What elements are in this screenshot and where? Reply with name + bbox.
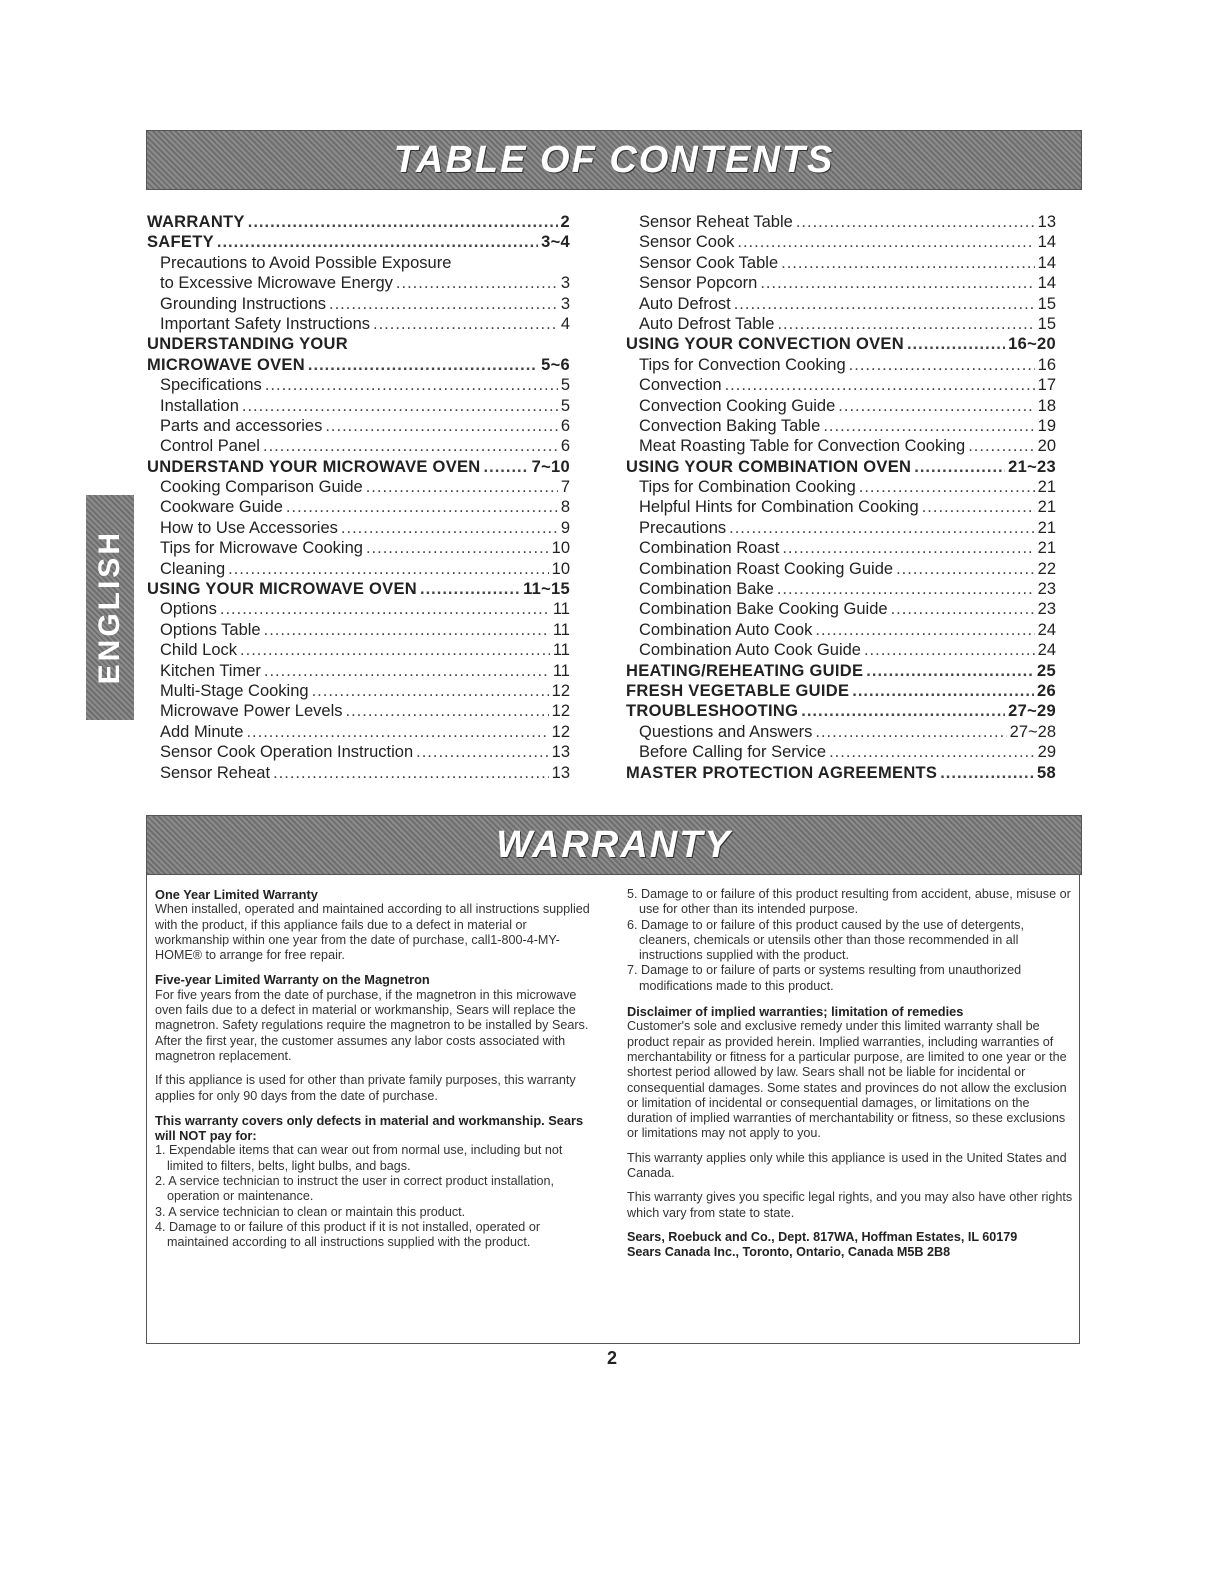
toc-entry-title: SAFETY — [147, 233, 214, 252]
toc-entry-title: Combination Auto Cook Guide — [639, 641, 861, 660]
toc-leader-dots — [264, 620, 550, 640]
toc-entry-title: Important Safety Instructions — [160, 314, 371, 333]
five-year-heading: Five-year Limited Warranty on the Magnetron — [155, 972, 430, 988]
toc-entry-page: 15 — [1037, 294, 1056, 313]
toc-entry — [147, 477, 570, 497]
toc-leader-dots — [815, 722, 1006, 742]
toc-entry — [147, 334, 570, 354]
toc-left-column — [147, 212, 570, 783]
toc-entry — [147, 661, 570, 681]
toc-entry-title: Multi-Stage Cooking — [160, 681, 309, 700]
toc-entry-page: 26 — [1037, 681, 1056, 700]
toc-entry — [626, 701, 1056, 721]
warranty-left-column — [155, 887, 600, 1251]
toc-leader-dots — [263, 436, 558, 456]
warranty-heading: WARRANTY — [496, 823, 732, 866]
toc-entry-page: 3 — [560, 274, 570, 293]
toc-entry-title: Convection Cooking Guide — [639, 396, 836, 415]
toc-entry-page: 4 — [560, 314, 570, 333]
exclusion-item: 6. Damage to or failure of this product caused by the use of detergents, cleaners, chemicals or utensils other than those recommended in all instructions supplied with the product. — [627, 917, 1024, 963]
toc-entry-title: Parts and accessories — [160, 416, 323, 435]
toc-entry — [147, 579, 570, 599]
toc-entry-page: 2 — [560, 213, 570, 231]
toc-entry-page: 18 — [1037, 396, 1056, 415]
toc-entry-title: TROUBLESHOOTING — [626, 702, 799, 721]
toc-entry-page: 8 — [560, 498, 570, 517]
toc-leader-dots — [796, 212, 1035, 232]
toc-leader-dots — [777, 314, 1034, 334]
disclaimer-text: Customer's sole and exclusive remedy under this limited warranty shall be product repair as provided herein. Implied warranties, including warranties of merchantability or fitness for a particular purpose, are limited to one year or the shortest period allowed by law. Sears shall not be liable for incidental or consequential damages. Some states and provinces do not allow the exclusion or limitation of incidental or consequential damages, or limitations on the duration of implied warranties of merchantability or fitness, so these exclusions or limitations may not apply to you. — [627, 1019, 1067, 1141]
toc-entry-title: Cookware Guide — [160, 498, 283, 517]
toc-entry-page: 11 — [552, 661, 570, 680]
toc-entry-page: 21 — [1037, 498, 1056, 517]
toc-entry-page: 22 — [1037, 559, 1056, 578]
toc-leader-dots — [484, 457, 529, 477]
toc-entry — [147, 620, 570, 640]
toc-entry-page: 3~4 — [541, 233, 570, 252]
toc-leader-dots — [725, 375, 1035, 395]
toc-entry — [147, 212, 570, 232]
toc-entry — [626, 640, 1056, 660]
toc-entry-page: 13 — [551, 743, 570, 762]
sears-canada-address: Sears Canada Inc., Toronto, Ontario, Canada M5B 2B8 — [627, 1245, 951, 1260]
toc-entry-title: Grounding Instructions — [160, 294, 327, 313]
toc-entry-page: 6 — [560, 437, 570, 456]
toc-entry-title: FRESH VEGETABLE GUIDE — [626, 681, 850, 700]
toc-entry — [626, 681, 1056, 701]
toc-entry-title: Add Minute — [160, 722, 244, 741]
toc-entry-page: 3 — [560, 294, 570, 313]
toc-entry-title: USING YOUR CONVECTION OVEN — [626, 335, 904, 354]
toc-leader-dots — [737, 232, 1034, 252]
exclusion-item: 1. Expendable items that can wear out from normal use, including but not limited to filters, belts, light bulbs, and bags. — [155, 1143, 563, 1173]
toc-entry — [147, 701, 570, 721]
toc-leader-dots — [823, 416, 1034, 436]
toc-entry-title: Combination Roast Cooking Guide — [639, 559, 894, 578]
toc-entry-title: Sensor Cook — [639, 233, 735, 252]
toc-entry-title: Specifications — [160, 376, 262, 395]
toc-leader-dots — [729, 518, 1035, 538]
toc-entry-title: WARRANTY — [147, 213, 245, 231]
toc-leader-dots — [264, 661, 550, 681]
language-tab — [86, 495, 134, 720]
toc-entry — [147, 253, 570, 273]
toc-entry-title: MASTER PROTECTION AGREEMENTS — [626, 763, 938, 782]
toc-entry-title: Convection — [639, 376, 722, 395]
toc-leader-dots — [341, 518, 558, 538]
toc-entry-page: 12 — [551, 702, 570, 721]
toc-leader-dots — [265, 375, 558, 395]
toc-entry — [147, 538, 570, 558]
toc-entry-page: 5~6 — [541, 355, 570, 374]
toc-entry-page: 11~15 — [523, 580, 570, 599]
toc-entry-title: UNDERSTANDING YOUR — [147, 335, 348, 354]
exclusion-item: 2. A service technician to instruct the user in correct product installation, operation or maintenance. — [155, 1174, 555, 1204]
toc-entry-title: UNDERSTAND YOUR MICROWAVE OVEN — [147, 457, 481, 476]
toc-entry — [147, 436, 570, 456]
toc-entry — [626, 620, 1056, 640]
toc-entry — [626, 579, 1056, 599]
toc-leader-dots — [220, 599, 550, 619]
toc-entry — [626, 518, 1056, 538]
toc-leader-dots — [734, 294, 1035, 314]
toc-entry-title: Child Lock — [160, 641, 238, 660]
toc-entry-page: 9 — [560, 518, 570, 537]
toc-entry — [626, 436, 1056, 456]
toc-entry-title: Sensor Reheat — [160, 763, 271, 782]
toc-entry-page: 23 — [1037, 580, 1056, 599]
toc-entry — [147, 742, 570, 762]
toc-entry-page: 12 — [551, 681, 570, 700]
toc-entry-title: USING YOUR MICROWAVE OVEN — [147, 580, 418, 599]
toc-entry-page: 14 — [1037, 274, 1056, 293]
toc-entry-title: Options — [160, 600, 217, 619]
toc-entry — [147, 599, 570, 619]
toc-leader-dots — [891, 599, 1035, 619]
toc-entry-page: 21 — [1037, 518, 1056, 537]
toc-entry — [626, 538, 1056, 558]
toc-leader-dots — [308, 355, 538, 375]
toc-leader-dots — [815, 620, 1034, 640]
toc-leader-dots — [852, 681, 1034, 701]
toc-entry-title: Sensor Popcorn — [639, 274, 758, 293]
toc-entry — [626, 273, 1056, 293]
toc-entry — [626, 375, 1056, 395]
toc-leader-dots — [864, 640, 1035, 660]
toc-entry-title: Tips for Combination Cooking — [639, 478, 856, 497]
toc-entry-title: Questions and Answers — [639, 722, 813, 741]
toc-entry-title: Combination Bake Cooking Guide — [639, 600, 888, 619]
toc-entry-title: Precautions — [639, 518, 727, 537]
toc-entry — [147, 232, 570, 252]
toc-entry-page: 11 — [552, 641, 570, 660]
toc-entry-page: 16 — [1037, 355, 1056, 374]
toc-leader-dots — [373, 314, 558, 334]
toc-leader-dots — [914, 457, 1005, 477]
toc-entry-page: 11 — [552, 600, 570, 619]
toc-leader-dots — [286, 497, 558, 517]
sears-us-address: Sears, Roebuck and Co., Dept. 817WA, Hoffman Estates, IL 60179 — [627, 1229, 1018, 1244]
toc-entry — [626, 742, 1056, 762]
toc-entry — [626, 314, 1056, 334]
toc-entry — [626, 763, 1056, 783]
toc-entry — [147, 640, 570, 660]
toc-entry — [626, 722, 1056, 742]
toc-entry — [147, 355, 570, 375]
toc-entry — [147, 416, 570, 436]
toc-entry-page: 13 — [551, 763, 570, 782]
toc-leader-dots — [312, 681, 549, 701]
toc-entry — [147, 722, 570, 742]
toc-entry — [147, 375, 570, 395]
toc-entry — [626, 334, 1056, 354]
toc-leader-dots — [242, 396, 558, 416]
toc-entry-page: 13 — [1037, 213, 1056, 231]
toc-entry — [147, 681, 570, 701]
toc-leader-dots — [922, 497, 1035, 517]
toc-entry-title: Tips for Microwave Cooking — [160, 539, 363, 558]
toc-leader-dots — [896, 559, 1035, 579]
toc-entry — [626, 661, 1056, 681]
toc-leader-dots — [801, 701, 1005, 721]
private-use-text: If this appliance is used for other than private family purposes, this warranty applies for only 90 days from the date of purchase. — [155, 1073, 576, 1103]
toc-entry — [147, 396, 570, 416]
disclaimer-heading: Disclaimer of implied warranties; limitation of remedies — [627, 1004, 964, 1020]
toc-entry-page: 16~20 — [1008, 335, 1056, 354]
toc-leader-dots — [907, 334, 1005, 354]
toc-entry-title: Installation — [160, 396, 239, 415]
toc-entry — [147, 518, 570, 538]
covers-heading: This warranty covers only defects in material and workmanship. Sears will NOT pay for: — [155, 1112, 584, 1144]
toc-leader-dots — [273, 763, 549, 783]
toc-leader-dots — [248, 212, 558, 232]
toc-entry — [147, 457, 570, 477]
toc-entry — [147, 294, 570, 314]
toc-entry-page: 10 — [551, 539, 570, 558]
toc-entry — [147, 559, 570, 579]
toc-entry-page: 24 — [1037, 641, 1056, 660]
legal-rights-text: This warranty gives you specific legal rights, and you may also have other rights which vary from state to state. — [627, 1190, 1073, 1220]
toc-leader-dots — [838, 396, 1034, 416]
toc-right-column — [626, 212, 1056, 783]
toc-entry-title: Combination Auto Cook — [639, 620, 813, 639]
toc-entry-page: 5 — [560, 396, 570, 415]
toc-leader-dots — [777, 579, 1035, 599]
toc-leader-dots — [849, 355, 1035, 375]
toc-entry — [626, 294, 1056, 314]
toc-entry-page: 7 — [560, 478, 570, 497]
toc-leader-dots — [781, 253, 1035, 273]
toc-heading: TABLE OF CONTENTS — [393, 138, 835, 181]
exclusion-item: 3. A service technician to clean or maintain this product. — [155, 1204, 466, 1219]
toc-entry — [147, 497, 570, 517]
toc-entry-title: Helpful Hints for Combination Cooking — [639, 498, 919, 517]
toc-leader-dots — [345, 701, 548, 721]
toc-leader-dots — [240, 640, 550, 660]
toc-entry — [147, 273, 570, 293]
toc-leader-dots — [940, 763, 1034, 783]
toc-entry-page: 11 — [552, 620, 570, 639]
one-year-heading: One Year Limited Warranty — [155, 887, 318, 902]
toc-entry — [626, 497, 1056, 517]
toc-leader-dots — [859, 477, 1035, 497]
toc-leader-dots — [829, 742, 1035, 762]
toc-entry-title: Auto Defrost — [639, 294, 731, 313]
toc-entry-page: 25 — [1037, 661, 1056, 680]
toc-leader-dots — [246, 722, 548, 742]
toc-leader-dots — [228, 559, 549, 579]
exclusion-item: 4. Damage to or failure of this product if it is not installed, operated or maintained according to all instructions supplied with the product. — [155, 1219, 541, 1250]
toc-entry — [626, 559, 1056, 579]
toc-entry — [626, 416, 1056, 436]
toc-entry-page: 17 — [1037, 376, 1056, 395]
us-canada-text: This warranty applies only while this appliance is used in the United States and Canada. — [627, 1150, 1067, 1181]
toc-entry-page: 12 — [551, 722, 570, 741]
toc-entry-title: USING YOUR COMBINATION OVEN — [626, 457, 912, 476]
toc-entry-page: 24 — [1037, 620, 1056, 639]
toc-entry-title: Sensor Cook Operation Instruction — [160, 743, 414, 762]
toc-entry — [626, 212, 1056, 232]
exclusion-item: 5. Damage to or failure of this product resulting from accident, abuse, misuse or use for other than its intended purpose. — [627, 887, 1071, 917]
toc-entry-page: 7~10 — [531, 457, 570, 476]
toc-entry-title: Cleaning — [160, 559, 226, 578]
toc-entry-page: 14 — [1037, 253, 1056, 272]
toc-entry-page: 19 — [1037, 416, 1056, 435]
toc-entry-title: Tips for Convection Cooking — [639, 355, 846, 374]
toc-entry-page: 6 — [560, 416, 570, 435]
toc-entry — [626, 477, 1056, 497]
toc-entry-title: Options Table — [160, 620, 261, 639]
toc-leader-dots — [366, 477, 558, 497]
toc-entry-title: Cooking Comparison Guide — [160, 478, 363, 497]
toc-entry-title: Kitchen Timer — [160, 661, 261, 680]
toc-leader-dots — [329, 294, 558, 314]
toc-entry-title: HEATING/REHEATING GUIDE — [626, 661, 864, 680]
toc-leader-dots — [866, 661, 1034, 681]
one-year-text: When installed, operated and maintained according to all instructions supplied with the product, if this appliance fails due to a defect in material or workmanship within one year from the date of purchase, call1-800-4-MY-HOME® to arrange for free repair. — [155, 902, 590, 963]
toc-entry-page: 5 — [560, 376, 570, 395]
toc-entry-page: 14 — [1037, 233, 1056, 252]
toc-entry-page: 21 — [1037, 539, 1056, 558]
toc-entry-page: 20 — [1037, 437, 1056, 456]
toc-entry-page: 27~28 — [1009, 722, 1056, 741]
toc-entry-title: How to Use Accessories — [160, 518, 338, 537]
toc-entry — [626, 232, 1056, 252]
toc-leader-dots — [968, 436, 1034, 456]
toc-entry-page: 29 — [1037, 743, 1056, 762]
toc-banner — [146, 130, 1082, 190]
toc-entry-title: Sensor Cook Table — [639, 253, 779, 272]
toc-leader-dots — [760, 273, 1034, 293]
toc-entry-page: 10 — [551, 559, 570, 578]
toc-entry — [626, 253, 1056, 273]
toc-entry-page: 27~29 — [1008, 702, 1056, 721]
five-year-text: For five years from the date of purchase, if the magnetron in this microwave oven fails due to a defect in material or workmanship, Sears will replace the magnetron. Safety regulations require the magnetron to be installed by Sears. After the first year, the customer assumes any labor costs associated with magnetron replacement. — [155, 987, 589, 1063]
toc-entry-page: 23 — [1037, 600, 1056, 619]
exclusion-item: 7. Damage to or failure of parts or systems resulting from unauthorized modifications made to this product. — [627, 963, 1022, 993]
toc-leader-dots — [782, 538, 1034, 558]
toc-entry-title: Precautions to Avoid Possible Exposure — [160, 253, 452, 272]
toc-entry-title: to Excessive Microwave Energy — [160, 274, 393, 293]
toc-entry-page: 21 — [1037, 478, 1056, 497]
page-number: 2 — [606, 1348, 617, 1368]
warranty-banner — [146, 815, 1082, 875]
toc-leader-dots — [217, 232, 538, 252]
warranty-right-column — [627, 887, 1075, 1261]
language-tab-label: ENGLISH — [93, 530, 126, 685]
toc-entry — [626, 599, 1056, 619]
toc-entry — [147, 314, 570, 334]
toc-entry — [626, 355, 1056, 375]
toc-entry — [147, 763, 570, 783]
toc-entry-title: Meat Roasting Table for Convection Cooking — [639, 437, 966, 456]
toc-leader-dots — [366, 538, 549, 558]
toc-entry-title: MICROWAVE OVEN — [147, 355, 305, 374]
toc-leader-dots — [420, 579, 520, 599]
toc-entry-page: 58 — [1037, 763, 1056, 782]
toc-leader-dots — [325, 416, 557, 436]
toc-entry — [626, 396, 1056, 416]
toc-entry-page: 15 — [1037, 314, 1056, 333]
toc-entry-title: Combination Bake — [639, 580, 774, 599]
toc-entry-page: 21~23 — [1008, 457, 1056, 476]
toc-entry-title: Sensor Reheat Table — [639, 213, 793, 231]
toc-entry-title: Auto Defrost Table — [639, 314, 775, 333]
toc-entry-title: Convection Baking Table — [639, 416, 821, 435]
toc-leader-dots — [396, 273, 558, 293]
toc-entry-title: Control Panel — [160, 437, 260, 456]
toc-leader-dots — [416, 742, 549, 762]
toc-entry — [626, 457, 1056, 477]
toc-entry-title: Before Calling for Service — [639, 743, 827, 762]
toc-entry-title: Combination Roast — [639, 539, 780, 558]
toc-entry-title: Microwave Power Levels — [160, 702, 343, 721]
